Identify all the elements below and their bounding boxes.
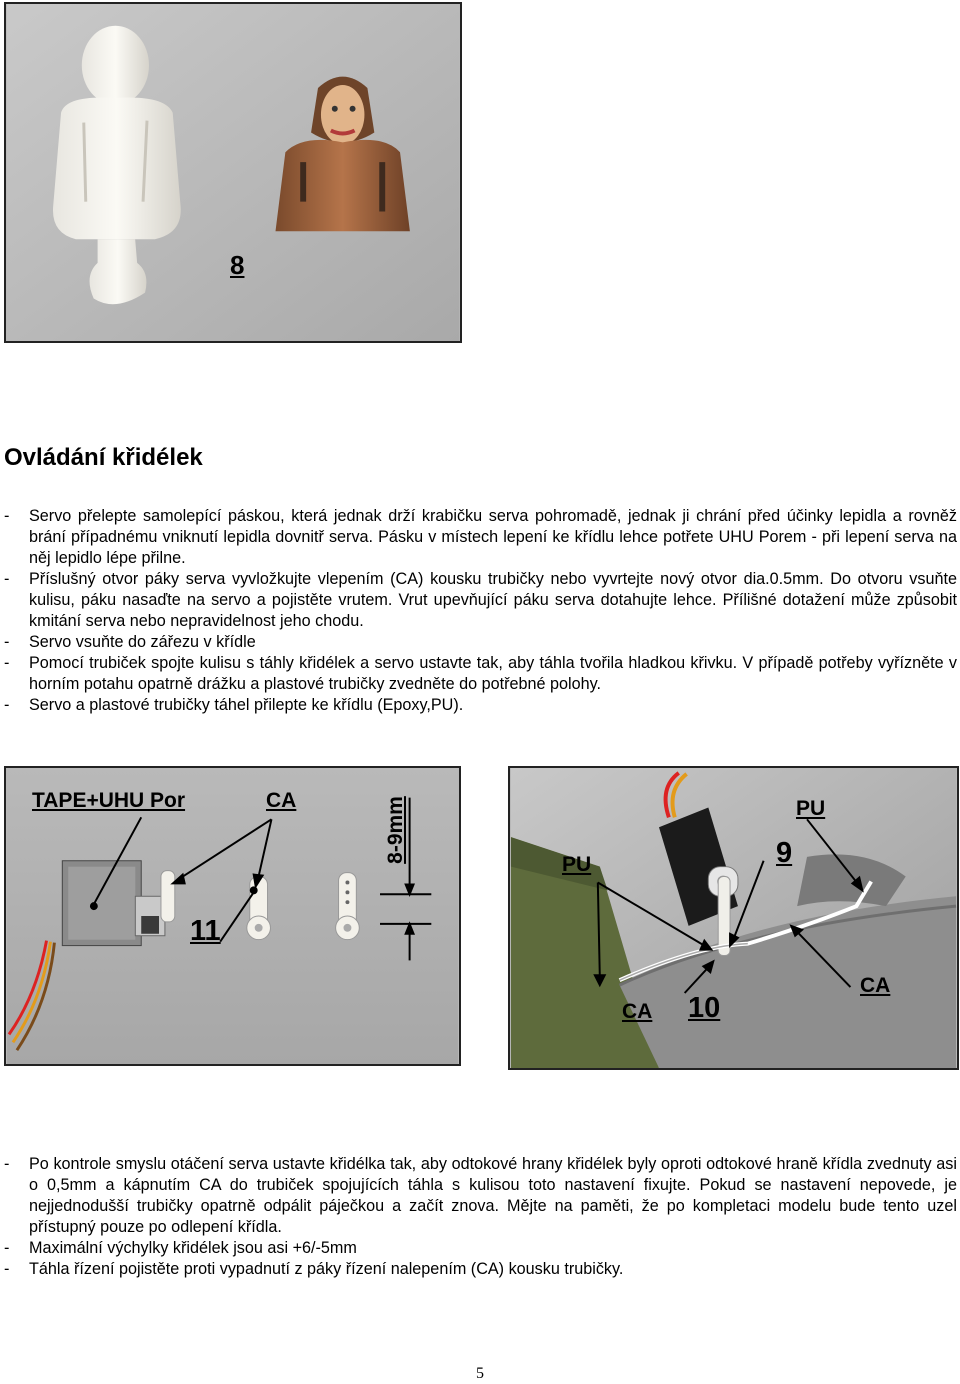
pilot-figures-photo [4, 2, 462, 343]
list-item [4, 695, 957, 716]
list-item [4, 632, 957, 653]
loose-servo-arm [336, 873, 360, 940]
bullet-dash: - [4, 1155, 10, 1173]
list-item [4, 569, 957, 632]
pu-label-left: PU [562, 853, 592, 876]
instructions-list-2 [4, 1154, 957, 1280]
list-item [4, 1259, 957, 1280]
wing-servo-photo [508, 766, 959, 1070]
list-item-text: Servo a plastové trubičky táhel přilepte ke křídlu (Epoxy,PU). [29, 696, 464, 714]
figure-number-8: 8 [230, 250, 245, 280]
bullet-dash: - [4, 633, 10, 651]
bullet-dash: - [4, 570, 10, 588]
section-heading: Ovládání křidélek [4, 444, 203, 471]
dimension-label: 8-9mm [384, 796, 407, 864]
tape-uhu-label: TAPE+UHU Por [32, 789, 186, 812]
ca-label-right: CA [860, 974, 891, 997]
page-number: 5 [476, 1365, 484, 1382]
instructions-list-1 [4, 506, 957, 716]
list-item [4, 506, 957, 569]
bullet-dash: - [4, 1239, 10, 1257]
list-item [4, 1238, 957, 1259]
list-item-text: Servo přelepte samolepící páskou, která jednak drží krabičku serva pohromadě, jednak ji chrání před účinky lepidla a rovněž brání případnému vniknutí lepidla dovnitř serva. Pásku v místech lepení ke křídlu lehce potřete UHU Porem - při lepení serva na něj lepidlo lépe přilne. [29, 507, 957, 567]
list-item-text: Servo vsuňte do zářezu v křídle [29, 633, 256, 651]
bullet-dash: - [4, 507, 10, 525]
wing-servo-illustration [510, 768, 957, 1068]
bullet-dash: - [4, 696, 10, 714]
list-item-text: Pomocí trubiček spojte kulisu s táhly křidélek a servo ustavte tak, aby táhla tvořila hladkou křivku. V případě potřeby vyřízněte v horním potahu opatrně drážku a plastové trubičky zvedněte do potřebné polohy. [29, 654, 957, 693]
ca-label: CA [266, 789, 297, 812]
pilot-figures-illustration [6, 4, 460, 341]
list-item [4, 653, 957, 695]
list-item-text: Maximální výchylky křidélek jsou asi +6/-5mm [29, 1239, 357, 1257]
figure-number-9: 9 [776, 837, 793, 869]
figure-number-10: 10 [688, 992, 721, 1024]
figure-number-11: 11 [190, 915, 221, 947]
bullet-dash: - [4, 654, 10, 672]
ca-label-left: CA [622, 1000, 653, 1023]
list-item-text: Po kontrole smyslu otáčení serva ustavte křidélka tak, aby odtokové hrany křidélek byly oproti odtokové hraně křídla zvednuty asi o 0,5mm a kápnutím CA do trubiček spojujících táhla s kulisou toto nastavení fixujte. Pokud se nastavení nepovede, je nejjednodušší trubičky opatrně odpálit páječkou a začít znova. Mějte na paměti, že po kompletaci modelu bude tento uzel přístupný pouze po odlepení křídla. [29, 1155, 957, 1236]
list-item-text: Táhla řízení pojistěte proti vypadnutí z páky řízení nalepením (CA) kousku trubičky. [29, 1260, 624, 1278]
loose-servo-arm [247, 877, 271, 940]
servo-arm [161, 871, 175, 922]
pu-label-top: PU [796, 797, 826, 820]
bullet-dash: - [4, 1260, 10, 1278]
list-item [4, 1154, 957, 1238]
list-item-text: Příslušný otvor páky serva vyvložkujte vlepením (CA) kousku trubičky nebo vyvrtejte nový otvor dia.0.5mm. Do otvoru vsuňte kulisu, páku nasaďte na servo a pojistěte vrutem. Vrut upevňující páku serva dotahujte lehce. Přílišné dotažení může způsobit kmitání serva nebo nepravidelnost jeho chodu. [29, 570, 957, 630]
